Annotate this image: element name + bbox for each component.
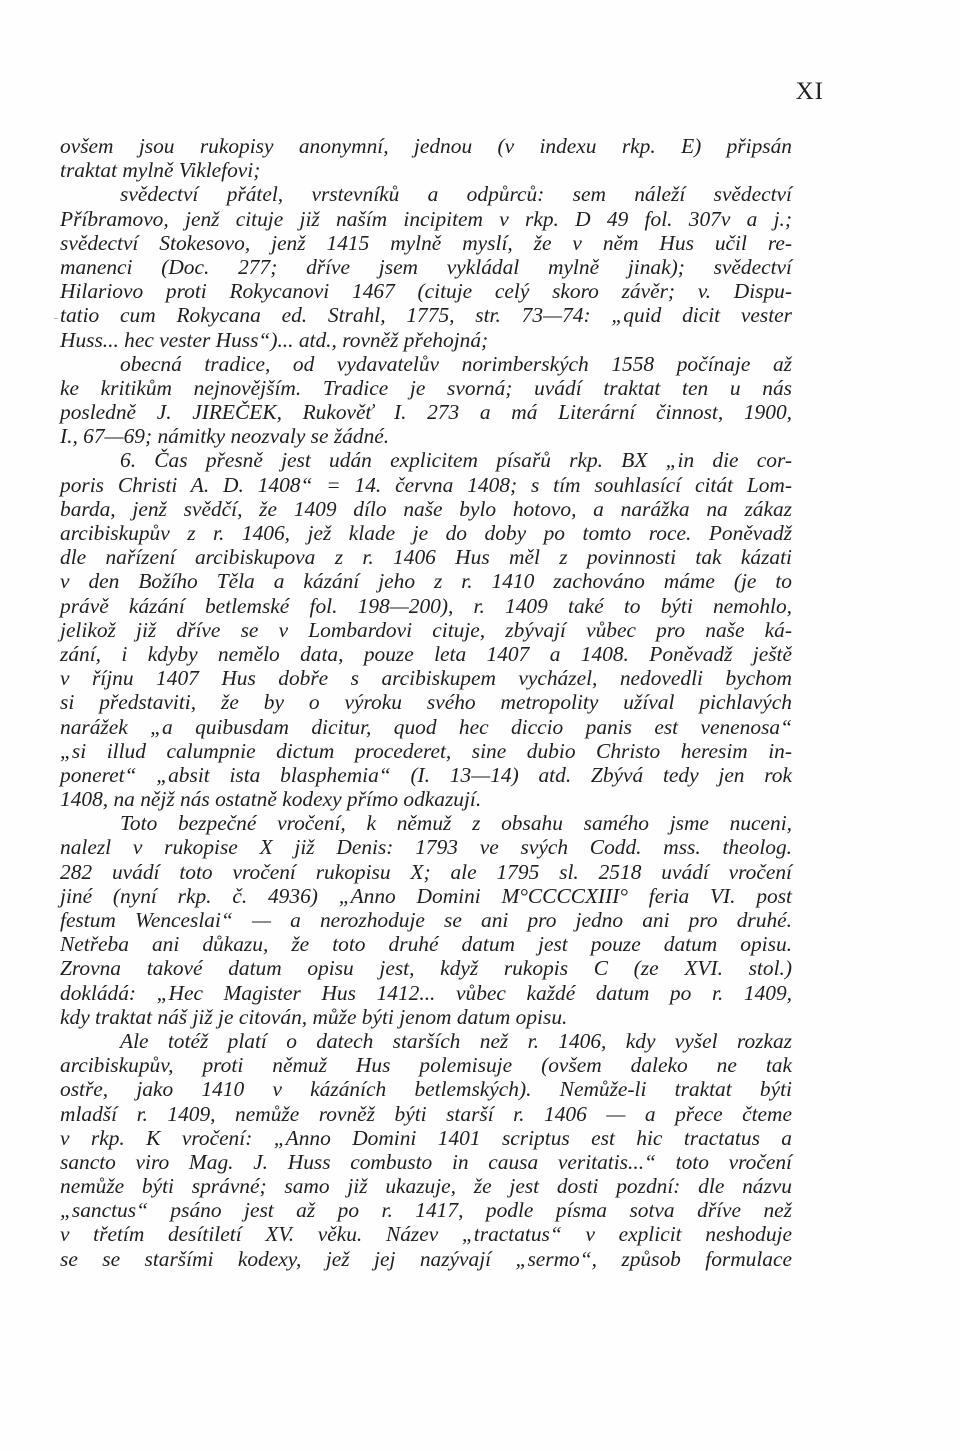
body-text (60, 134, 792, 1271)
text-line: Příbramovo, jenž cituje již naším incipitem v rkp. D 49 fol. 307v a j.; (60, 206, 792, 231)
text-line: tatio cum Rokycana ed. Strahl, 1775, str. 73—74: „quid dicit vester (60, 303, 792, 328)
text-line: manenci (Doc. 277; dříve jsem vykládal mylně jinak); svědectví (60, 254, 792, 279)
text-line: Ale totéž platí o datech starších než r. 1406, kdy vyšel rozkaz (120, 1028, 792, 1053)
text-line: Toto bezpečné vročení, k němuž z obsahu samého jsme nuceni, (120, 811, 792, 836)
text-line: arcibiskupův z r. 1406, jež klade je do doby po tomto roce. Poněvadž (60, 521, 792, 545)
text-line: dle nařízení arcibiskupova z r. 1406 Hus měl z povinnosti tak kázati (60, 545, 792, 570)
text-line: mladší r. 1409, nemůže rovněž býti starší r. 1406 — a přece čteme (60, 1101, 792, 1126)
text-line: I., 67—69; námitky neozvaly se žádné. (60, 424, 390, 449)
text-line: jelikož již dříve se v Lombardovi cituje, zbývají vůbec pro naše ká- (60, 617, 792, 642)
text-line: v říjnu 1407 Hus dobře s arcibiskupem vycházel, nedovedli bychom (60, 666, 792, 691)
text-line: v rkp. K vročení: „Anno Domini 1401 scriptus est hic tractatus a (60, 1125, 792, 1150)
text-line: Huss... hec vester Huss“)... atd., rovněž přehojná; (60, 327, 489, 352)
text-line: Zrovna takové datum opisu jest, když rukopis C (ze XVI. stol.) (60, 956, 792, 981)
text-line: svědectví Stokesovo, jenž 1415 mylně myslí, že v něm Hus učil re- (60, 230, 792, 255)
text-line: poris Christi A. D. 1408“ = 14. června 1408; s tím souhlasící citát Lom- (60, 472, 792, 497)
text-line: ostře, jako 1410 v kázáních betlemských). Nemůže-li traktat býti (60, 1077, 792, 1102)
text-line: Netřeba ani důkazu, že toto druhé datum jest pouze datum opisu. (60, 932, 792, 957)
text-line: sancto viro Mag. J. Huss combusto in causa veritatis...“ toto vročení (60, 1149, 792, 1174)
text-line: poneret“ „absit ista blasphemia“ (I. 13—14) atd. Zbývá tedy jen rok (60, 762, 792, 787)
text-line: narážek „a quibusdam dicitur, quod hec diccio panis est venenosa“ (60, 714, 792, 739)
text-line: „sanctus“ psáno jest až po r. 1417, podle písma sotva dříve než (60, 1198, 792, 1223)
text-line: nemůže býti správné; samo již ukazuje, že jest dosti pozdní: dle názvu (60, 1174, 792, 1199)
text-line: si představiti, že by o výroku svého metropolity užíval pichlavých (60, 690, 792, 715)
text-line: 6. Čas přesně jest udán explicitem písařů rkp. BX „in die cor- (120, 448, 792, 473)
text-line: barda, jenž svědčí, že 1409 dílo naše bylo hotovo, a narážka na zákaz (60, 496, 792, 521)
text-line: „si illud calumpnie dictum procederet, sine dubio Christo heresim in- (60, 738, 792, 763)
text-line: se se staršími kodexy, jež jej nazývají „sermo“, způsob formulace (60, 1246, 792, 1271)
margin-mark (54, 318, 58, 319)
text-line: jiné (nyní rkp. č. 4936) „Anno Domini M°CCCCXIII° feria VI. post (60, 883, 792, 908)
text-line: Hilariovo proti Rokycanovi 1467 (cituje celý skoro závěr; v. Dispu- (60, 279, 792, 304)
text-line: festum Wenceslai“ — a nerozhoduje se ani pro jedno ani pro druhé. (60, 908, 792, 932)
text-line: svědectví přátel, vrstevníků a odpůrců: sem náleží svědectví (120, 182, 792, 207)
text-line: traktat mylně Viklefovi; (60, 158, 261, 183)
text-line: 1408, na nějž nás ostatně kodexy přímo odkazují. (60, 787, 482, 812)
page-number: XI (795, 78, 824, 105)
text-line: posledně J. JIREČEK, Rukověť I. 273 a má Literární činnost, 1900, (60, 400, 792, 425)
text-line: ke kritikům nejnovějším. Tradice je svorná; uvádí traktat ten u nás (60, 375, 792, 400)
text-line: ovšem jsou rukopisy anonymní, jednou (v indexu rkp. E) připsán (60, 134, 792, 158)
text-line: právě kázání betlemské fol. 198—200), r. 1409 také to býti nemohlo, (60, 593, 792, 618)
text-line: 282 uvádí toto vročení rukopisu X; ale 1795 sl. 2518 uvádí vročení (60, 859, 792, 884)
text-line: dokládá: „Hec Magister Hus 1412... vůbec každé datum po r. 1409, (60, 980, 792, 1005)
text-line: arcibiskupův, proti němuž Hus polemisuje (ovšem daleko ne tak (60, 1053, 792, 1078)
text-line: v den Božího Těla a kázání jeho z r. 1410 zachováno máme (je to (60, 569, 792, 594)
text-line: kdy traktat náš již je citován, může býti jenom datum opisu. (60, 1004, 568, 1029)
text-line: v třetím desítiletí XV. věku. Název „tractatus“ v explicit neshoduje (60, 1222, 792, 1247)
text-line: obecná tradice, od vydavatelův norimberských 1558 počínaje až (120, 351, 792, 376)
text-line: zání, i kdyby nemělo data, pouze leta 1407 a 1408. Poněvadž ještě (60, 641, 792, 666)
text-line: nalezl v rukopise X již Denis: 1793 ve svých Codd. mss. theolog. (60, 835, 792, 860)
